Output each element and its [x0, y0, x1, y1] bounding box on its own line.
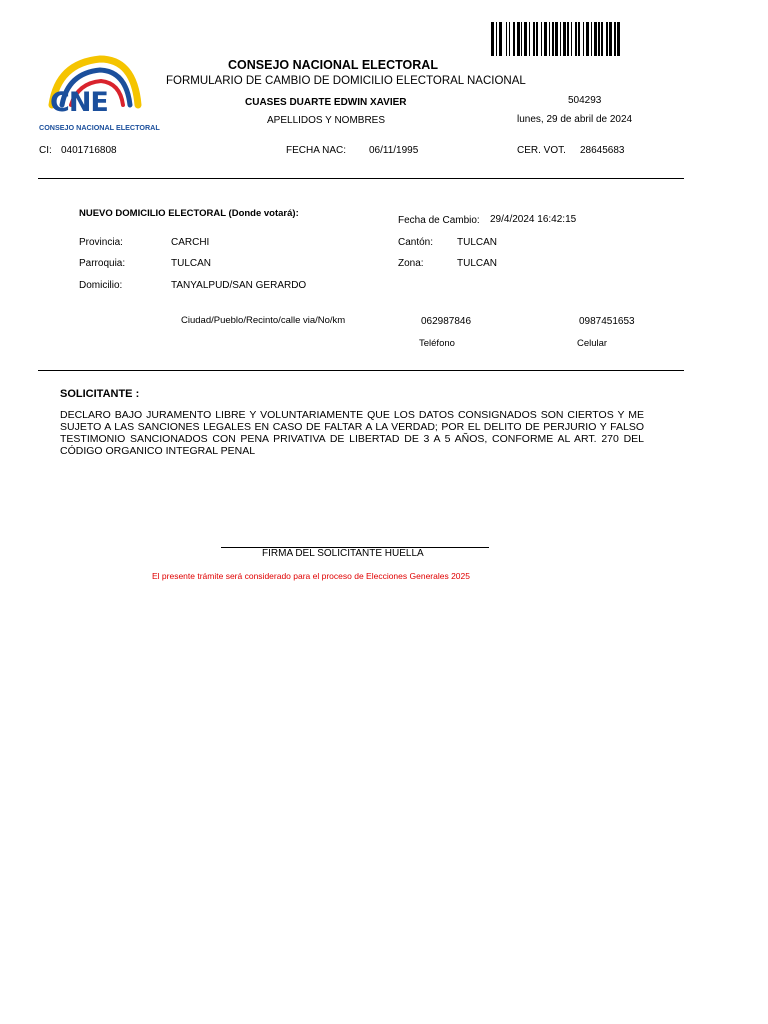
canton-value: TULCAN — [457, 237, 498, 248]
election-notice: El presente trámite será considerado para el proceso de Elecciones Generales 2025 — [152, 571, 470, 581]
logo-subtitle: CONSEJO NACIONAL ELECTORAL — [39, 123, 160, 132]
change-date-label: Fecha de Cambio: — [398, 215, 480, 226]
home-value: TANYALPUD/SAN GERARDO — [171, 280, 307, 291]
parish-value: TULCAN — [171, 258, 212, 269]
applicant-section-title: SOLICITANTE : — [60, 388, 140, 400]
voting-cert-label: CER. VOT. — [517, 145, 566, 156]
birth-date-value: 06/11/1995 — [369, 145, 419, 156]
applicant-name-label: APELLIDOS Y NOMBRES — [267, 115, 386, 126]
form-date: lunes, 29 de abril de 2024 — [517, 114, 633, 125]
change-date-value: 29/4/2024 16:42:15 — [490, 214, 577, 225]
signature-label: FIRMA DEL SOLICITANTE HUELLA — [262, 548, 424, 559]
cne-logo — [38, 55, 158, 135]
form-number: 504293 — [568, 95, 602, 106]
logo-text: CNE — [50, 87, 108, 118]
zone-label: Zona: — [398, 258, 424, 269]
barcode-bar — [617, 22, 620, 56]
barcode — [491, 22, 620, 56]
address-section-title: NUEVO DOMICILIO ELECTORAL (Donde votará): — [79, 208, 299, 219]
voting-cert-value: 28645683 — [580, 145, 625, 156]
canton-label: Cantón: — [398, 237, 434, 248]
form-title: FORMULARIO DE CAMBIO DE DOMICILIO ELECTORAL NACIONAL — [166, 75, 526, 87]
ci-value: 0401716808 — [61, 145, 117, 156]
sworn-declaration: DECLARO BAJO JURAMENTO LIBRE Y VOLUNTARIAMENTE QUE LOS DATOS CONSIGNADOS SON CIERTOS Y ME SUJETO A LAS SANCIONES LEGALES EN CASO DE FALTAR A LA VERDAD; POR EL DELITO DE PERJURIO Y FALSO TESTIMONIO SANCIONADOS CON PENA PRIVATIVA DE LIBERTAD DE 3 A 5 AÑOS, CONFORME AL ART. 270 DEL CÓDIGO ORGANICO INTEGRAL PENAL — [60, 409, 644, 457]
birth-date-label: FECHA NAC: — [286, 145, 347, 156]
province-value: CARCHI — [171, 237, 210, 248]
home-label: Domicilio: — [79, 280, 123, 291]
divider — [38, 370, 684, 371]
cell-label: Celular — [577, 338, 608, 349]
phone-value: 062987846 — [421, 316, 472, 327]
parish-label: Parroquia: — [79, 258, 126, 269]
divider — [38, 178, 684, 179]
ci-label: CI: — [39, 145, 52, 156]
zone-value: TULCAN — [457, 258, 498, 269]
applicant-full-name: CUASES DUARTE EDWIN XAVIER — [245, 97, 407, 108]
home-hint: Ciudad/Pueblo/Recinto/calle via/No/km — [181, 315, 346, 326]
org-name: CONSEJO NACIONAL ELECTORAL — [228, 58, 438, 72]
phone-label: Teléfono — [419, 338, 455, 349]
province-label: Provincia: — [79, 237, 123, 248]
cell-value: 0987451653 — [579, 316, 635, 327]
